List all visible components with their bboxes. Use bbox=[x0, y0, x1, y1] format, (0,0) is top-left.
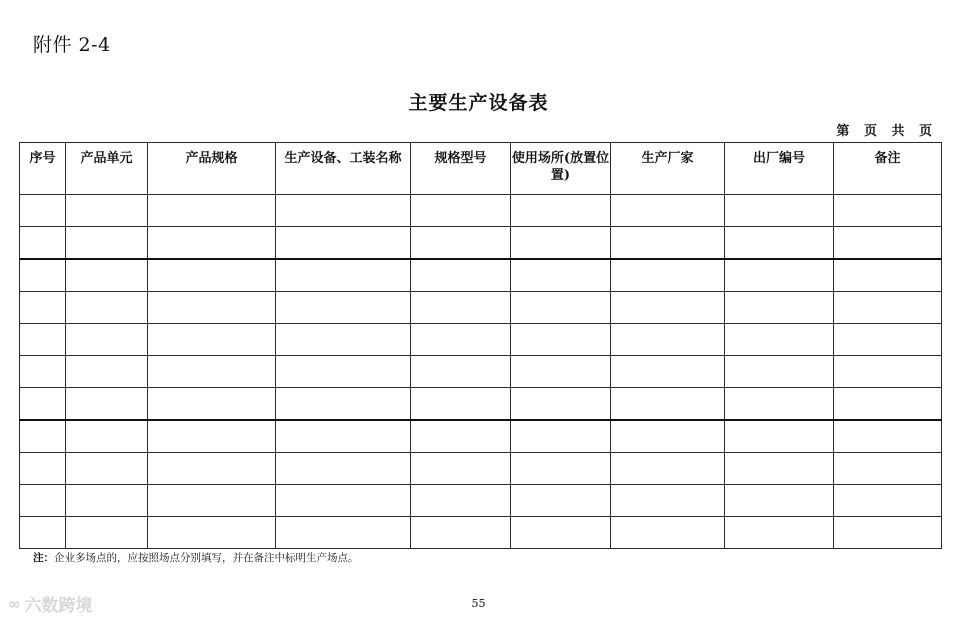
table-cell[interactable] bbox=[725, 259, 834, 292]
table-cell[interactable] bbox=[66, 420, 148, 453]
table-cell[interactable] bbox=[411, 356, 511, 388]
table-cell[interactable] bbox=[148, 388, 276, 421]
table-cell[interactable] bbox=[725, 324, 834, 356]
table-cell[interactable] bbox=[511, 259, 611, 292]
brand-logo-icon: ∞ bbox=[8, 594, 21, 613]
table-cell[interactable] bbox=[148, 485, 276, 517]
table-cell[interactable] bbox=[611, 259, 725, 292]
table-cell[interactable] bbox=[834, 259, 942, 292]
column-header: 序号 bbox=[20, 143, 66, 195]
table-cell[interactable] bbox=[148, 324, 276, 356]
table-cell[interactable] bbox=[511, 453, 611, 485]
table-cell[interactable] bbox=[20, 195, 66, 227]
table-cell[interactable] bbox=[276, 356, 411, 388]
table-cell[interactable] bbox=[611, 324, 725, 356]
table-cell[interactable] bbox=[725, 453, 834, 485]
table-cell[interactable] bbox=[276, 388, 411, 421]
table-cell[interactable] bbox=[20, 420, 66, 453]
table-cell[interactable] bbox=[611, 292, 725, 324]
table-row bbox=[20, 292, 942, 324]
table-cell[interactable] bbox=[725, 517, 834, 549]
table-cell[interactable] bbox=[148, 356, 276, 388]
footnote bbox=[33, 550, 359, 565]
table-cell[interactable] bbox=[834, 356, 942, 388]
table-cell[interactable] bbox=[834, 227, 942, 260]
column-header: 出厂编号 bbox=[725, 143, 834, 195]
table-cell[interactable] bbox=[20, 517, 66, 549]
table-row bbox=[20, 485, 942, 517]
attachment-label: 附件 2-4 bbox=[33, 34, 111, 56]
table-cell[interactable] bbox=[66, 388, 148, 421]
table-cell[interactable] bbox=[276, 485, 411, 517]
table-cell[interactable] bbox=[611, 356, 725, 388]
table-cell[interactable] bbox=[725, 292, 834, 324]
table-cell[interactable] bbox=[511, 485, 611, 517]
table-cell[interactable] bbox=[20, 259, 66, 292]
table-cell[interactable] bbox=[20, 356, 66, 388]
table-cell[interactable] bbox=[511, 324, 611, 356]
table-cell[interactable] bbox=[511, 420, 611, 453]
table-cell[interactable] bbox=[834, 292, 942, 324]
column-header: 生产厂家 bbox=[611, 143, 725, 195]
page-count: 第 页 共 页 bbox=[836, 124, 933, 139]
table-row bbox=[20, 453, 942, 485]
table-cell[interactable] bbox=[20, 485, 66, 517]
table-cell[interactable] bbox=[834, 388, 942, 421]
table-cell[interactable] bbox=[511, 292, 611, 324]
table-cell[interactable] bbox=[411, 453, 511, 485]
table-row bbox=[20, 388, 942, 421]
table-cell[interactable] bbox=[725, 195, 834, 227]
table-cell[interactable] bbox=[725, 356, 834, 388]
table-cell[interactable] bbox=[276, 324, 411, 356]
table-cell[interactable] bbox=[411, 420, 511, 453]
page-number: 55 bbox=[471, 597, 486, 610]
table-cell[interactable] bbox=[834, 195, 942, 227]
table-cell[interactable] bbox=[411, 517, 511, 549]
table-cell[interactable] bbox=[511, 227, 611, 260]
table-cell[interactable] bbox=[148, 517, 276, 549]
table-cell[interactable] bbox=[20, 324, 66, 356]
table-cell[interactable] bbox=[511, 517, 611, 549]
table-cell[interactable] bbox=[411, 195, 511, 227]
table-cell[interactable] bbox=[611, 517, 725, 549]
table-cell[interactable] bbox=[411, 292, 511, 324]
table-cell[interactable] bbox=[611, 420, 725, 453]
table-cell[interactable] bbox=[66, 227, 148, 260]
table-row bbox=[20, 195, 942, 227]
table-cell[interactable] bbox=[611, 388, 725, 421]
table-cell[interactable] bbox=[834, 324, 942, 356]
table-cell[interactable] bbox=[834, 485, 942, 517]
table-cell[interactable] bbox=[148, 420, 276, 453]
table-cell[interactable] bbox=[276, 420, 411, 453]
table-cell[interactable] bbox=[66, 517, 148, 549]
table-cell[interactable] bbox=[611, 195, 725, 227]
footnote-text: 企业多场点的，应按照场点分别填写，并在备注中标明生产场点。 bbox=[54, 552, 359, 564]
table-cell[interactable] bbox=[611, 453, 725, 485]
document-title: 主要生产设备表 bbox=[408, 92, 549, 114]
table-cell[interactable] bbox=[66, 292, 148, 324]
column-header: 产品规格 bbox=[148, 143, 276, 195]
table-cell[interactable] bbox=[511, 195, 611, 227]
table-cell[interactable] bbox=[66, 356, 148, 388]
table-cell[interactable] bbox=[834, 517, 942, 549]
table-cell[interactable] bbox=[276, 453, 411, 485]
table-cell[interactable] bbox=[411, 259, 511, 292]
table-cell[interactable] bbox=[20, 292, 66, 324]
table-cell[interactable] bbox=[834, 453, 942, 485]
table-cell[interactable] bbox=[276, 517, 411, 549]
table-cell[interactable] bbox=[20, 453, 66, 485]
table-cell[interactable] bbox=[20, 388, 66, 421]
table-cell[interactable] bbox=[411, 227, 511, 260]
table-cell[interactable] bbox=[725, 388, 834, 421]
footnote-label: 注： bbox=[33, 552, 54, 564]
table-cell[interactable] bbox=[411, 485, 511, 517]
table-cell[interactable] bbox=[276, 292, 411, 324]
table-header-row bbox=[20, 143, 942, 195]
table-row bbox=[20, 356, 942, 388]
table-cell[interactable] bbox=[148, 195, 276, 227]
table-cell[interactable] bbox=[276, 259, 411, 292]
table-cell[interactable] bbox=[834, 420, 942, 453]
table-row bbox=[20, 259, 942, 292]
watermark-text: 六数跨境 bbox=[24, 596, 93, 616]
table-cell[interactable] bbox=[511, 356, 611, 388]
table-cell[interactable] bbox=[276, 195, 411, 227]
column-header: 生产设备、工装名称 bbox=[276, 143, 411, 195]
table-row bbox=[20, 517, 942, 549]
table-cell[interactable] bbox=[20, 227, 66, 260]
column-header: 备注 bbox=[834, 143, 942, 195]
table-row bbox=[20, 324, 942, 356]
table-cell[interactable] bbox=[66, 195, 148, 227]
table-cell[interactable] bbox=[66, 259, 148, 292]
table-row bbox=[20, 420, 942, 453]
table-cell[interactable] bbox=[725, 420, 834, 453]
table-cell[interactable] bbox=[66, 453, 148, 485]
table-cell[interactable] bbox=[148, 227, 276, 260]
table-row bbox=[20, 227, 942, 260]
table-cell[interactable] bbox=[511, 388, 611, 421]
table-cell[interactable] bbox=[148, 259, 276, 292]
table-cell[interactable] bbox=[611, 227, 725, 260]
table-cell[interactable] bbox=[148, 453, 276, 485]
table-cell[interactable] bbox=[611, 485, 725, 517]
table-cell[interactable] bbox=[66, 485, 148, 517]
column-header: 规格型号 bbox=[411, 143, 511, 195]
table-cell[interactable] bbox=[725, 227, 834, 260]
column-header: 使用场所(放置位置) bbox=[511, 143, 611, 195]
equipment-table bbox=[19, 142, 942, 549]
table-cell[interactable] bbox=[411, 324, 511, 356]
column-header: 产品单元 bbox=[66, 143, 148, 195]
table-cell[interactable] bbox=[276, 227, 411, 260]
table-cell[interactable] bbox=[725, 485, 834, 517]
table-cell[interactable] bbox=[66, 324, 148, 356]
table-cell[interactable] bbox=[148, 292, 276, 324]
table-cell[interactable] bbox=[411, 388, 511, 421]
table-body bbox=[20, 195, 942, 549]
